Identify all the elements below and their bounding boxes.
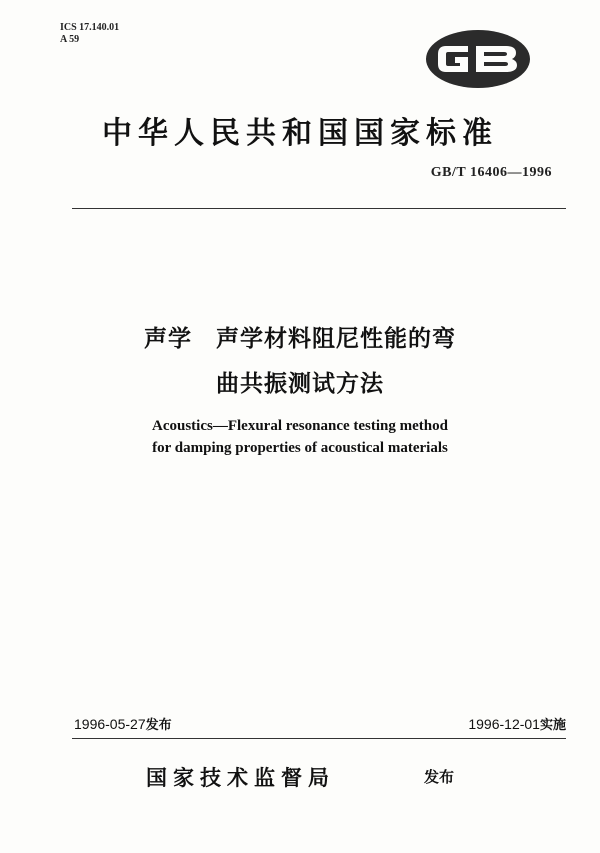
implementation-date [468, 714, 566, 733]
implementation-date-value: 1996-12-01 [468, 716, 540, 732]
issue-date-value: 1996-05-27 [74, 716, 146, 732]
classification-code: A 59 [60, 34, 80, 45]
english-title-line-2: for damping properties of acoustical materials [152, 440, 448, 456]
publisher-name: 国家技术监督局 [146, 765, 335, 790]
header-divider [72, 208, 566, 209]
standard-type-title: 中华人民共和国国家标准 [102, 116, 498, 151]
issue-date [74, 714, 172, 733]
footer-divider [72, 738, 566, 739]
english-title-line-1: Acoustics—Flexural resonance testing method [152, 418, 448, 434]
gb-logo [424, 28, 532, 90]
chinese-title-line-2: 曲共振测试方法 [216, 371, 384, 397]
ics-number: ICS 17.140.01 [60, 22, 120, 33]
standard-code: GB/T 16406—1996 [430, 165, 552, 180]
issue-date-label: 发布 [145, 718, 172, 733]
chinese-title-line-1: 声学 声学材料阻尼性能的弯 [144, 326, 456, 352]
implementation-date-label: 实施 [539, 718, 566, 733]
publish-label: 发布 [424, 768, 455, 786]
